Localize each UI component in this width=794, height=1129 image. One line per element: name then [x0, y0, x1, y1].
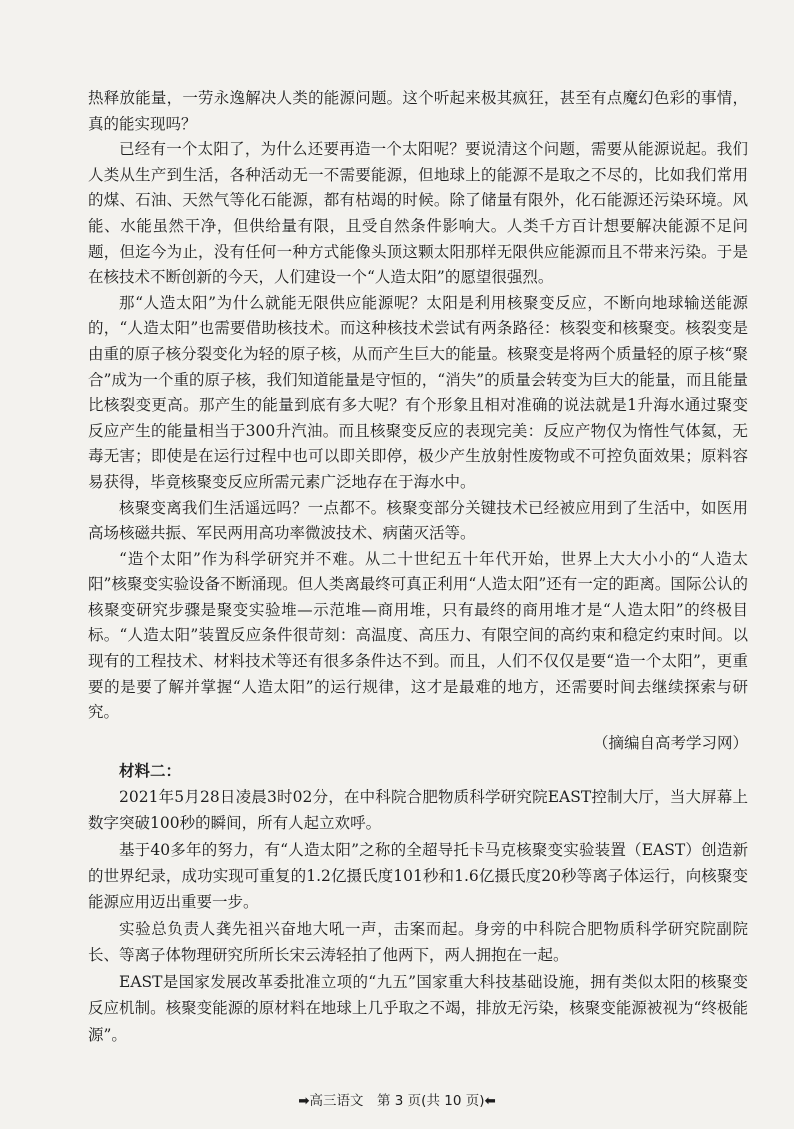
paragraph-7: 基于40多年的努力，有“人造太阳”之称的全超导托卡马克核聚变实验装置（EAST）创造新的世界纪录，成功实现可重复的1.2亿摄氏度101秒和1.6亿摄氏度20秒等离子体运行，向核聚变能源应用迈出重要一步。	[88, 840, 748, 912]
footer-text: 高三语文 第 3 页(共 10 页)	[309, 1093, 485, 1109]
section-heading: 材料二：	[119, 760, 182, 780]
paragraph-2: 已经有一个太阳了，为什么还要再造一个太阳呢？要说清这个问题，需要从能源说起。我们人类从生产到生活，各种活动无一不需要能源，但地球上的能源不是取之不尽的，比如我们常用的煤、石油、天然气等化石能源，都有枯竭的时候。除了储量有限外，化石能源还污染环境。风能、水能虽然干净，但供给量有限，且受自然条件影响大。人类千方百计想要解决能源不足问题，但迄今为止，没有任何一种方式能像头顶这颗太阳那样无限供应能源而且不带来污染。于是在核技术不断创新的今天，人们建设一个“人造太阳”的愿望很强烈。	[88, 140, 748, 287]
paragraph-1: 热释放能量，一劳永逸解决人类的能源问题。这个听起来极其疯狂，甚至有点魔幻色彩的事情，真的能实现吗？	[88, 89, 748, 133]
page-footer	[0, 1091, 794, 1111]
paragraph-8: 实验总负责人龚先祖兴奋地大吼一声，击案而起。身旁的中科院合肥物质科学研究院副院长、等离子体物理研究所所长宋云涛轻拍了他两下，两人拥抱在一起。	[88, 919, 748, 965]
paragraph-3: 那“人造太阳”为什么就能无限供应能源呢？太阳是利用核聚变反应，不断向地球输送能源的，“人造太阳”也需要借助核技术。而这种核技术尝试有两条路径：核裂变和核聚变。核裂变是由重的原子核分裂变化为轻的原子核，从而产生巨大的能量。核聚变是将两个质量轻的原子核“聚合”成为一个重的原子核，我们知道能量是守恒的，“消失”的质量会转变为巨大的能量，而且能量比核裂变更高。那产生的能量到底有多大呢？有个形象且相对准确的说法就是1升海水通过聚变反应产生的能量相当于300升汽油。而且核聚变反应的表现完美：反应产物仅为惰性气体氦，无毒无害；即使是在运行过程中也可以即关即停，极少产生放射性废物或不可控负面效果；原料容易获得，毕竟核聚变反应所需元素广泛地存在于海水中。	[88, 293, 748, 491]
paragraph-4: 核聚变离我们生活遥远吗？一点都不。核聚变部分关键技术已经被应用到了生活中，如医用高场核磁共振、军民两用高功率微波技术、病菌灭活等。	[88, 498, 748, 543]
right-arrow-icon: ➡	[298, 1093, 310, 1109]
paragraph-5: “造个太阳”作为科学研究并不难。从二十世纪五十年代开始，世界上大大小小的“人造太阳”核聚变实验设备不断涌现。但人类离最终可真正利用“人造太阳”还有一定的距离。国际公认的核聚变研究步骤是聚变实验堆—示范堆—商用堆，只有最终的商用堆才是“人造太阳”的终极目标。“人造太阳”装置反应条件很苛刻：高温度、高压力、有限空间的高约束和稳定约束时间。以现有的工程技术、材料技术等还有很多条件达不到。而且，人们不仅仅是要“造一个太阳”，更重要的是要了解并掌握“人造太阳”的运行规律，这才是最难的地方，还需要时间去继续探索与研究。	[88, 549, 748, 722]
paragraph-9: EAST是国家发展改革委批准立项的“九五”国家重大科技基础设施，拥有类似太阳的核聚变反应机制。核聚变能源的原材料在地球上几乎取之不竭，排放无污染，核聚变能源被视为“终极能源”。	[88, 972, 748, 1044]
paragraph-6: 2021年5月28日凌晨3时02分，在中科院合肥物质科学研究院EAST控制大厅，当大屏幕上数字突破100秒的瞬间，所有人起立欢呼。	[88, 787, 748, 833]
source-citation: （摘编自高考学习网）	[592, 733, 748, 752]
left-arrow-icon: ⬅	[484, 1093, 496, 1109]
